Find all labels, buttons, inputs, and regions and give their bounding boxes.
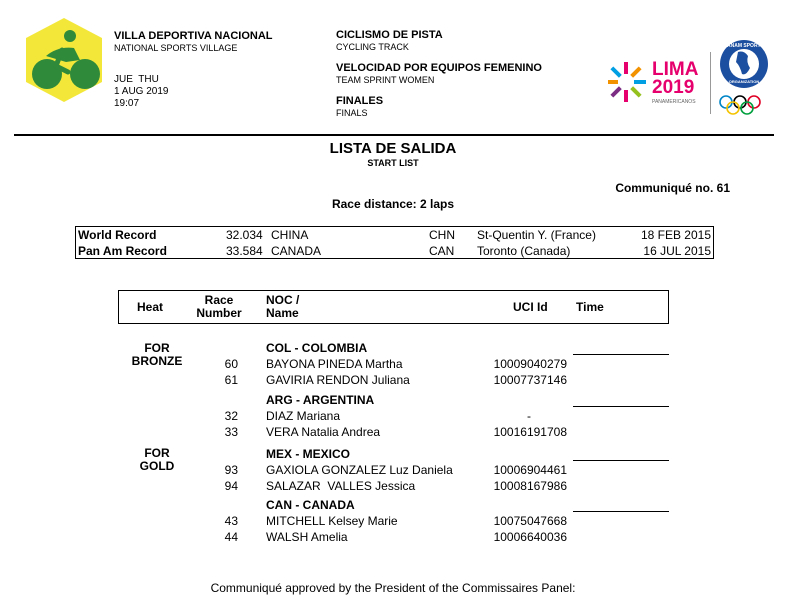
record-date: 18 FEB 2015 xyxy=(640,228,711,242)
rider-uci: 10007737146 xyxy=(493,373,567,387)
heat-label-line: GOLD xyxy=(139,459,175,473)
session-date: 1 AUG 2019 xyxy=(114,86,169,97)
rider-uci: 10006904461 xyxy=(493,463,567,477)
time-entry-line xyxy=(573,406,669,407)
time-entry-line xyxy=(573,354,669,355)
record-place: Toronto (Canada) xyxy=(477,244,571,258)
rider-name: MITCHELL Kelsey Marie xyxy=(266,514,398,528)
team-name: ARG - ARGENTINA xyxy=(266,393,375,407)
col-uci: UCI Id xyxy=(513,300,548,314)
rider-name: BAYONA PINEDA Martha xyxy=(266,357,403,371)
rider-uci: 10075047668 xyxy=(493,514,567,528)
record-place: St-Quentin Y. (France) xyxy=(477,228,596,242)
communique-number: Communiqué no. 61 xyxy=(615,181,730,195)
records-box xyxy=(75,226,714,259)
rider-number: 43 xyxy=(224,514,238,528)
record-date: 16 JUL 2015 xyxy=(643,244,711,258)
col-heat: Heat xyxy=(137,300,164,314)
team-name: MEX - MEXICO xyxy=(266,447,351,461)
panam-ring-text: PANAM SPORTS xyxy=(724,43,764,49)
time-entry-line xyxy=(573,460,669,461)
rider-name: SALAZAR VALLES Jessica xyxy=(266,479,416,493)
sport-name-es: CICLISMO DE PISTA xyxy=(336,29,443,41)
logo-divider xyxy=(710,52,711,114)
rider-uci: 10009040279 xyxy=(493,357,567,371)
rider-number: 60 xyxy=(224,357,238,371)
race-distance: Race distance: 2 laps xyxy=(331,197,455,211)
heat-label-gold xyxy=(122,447,192,473)
panam-sports-logo xyxy=(712,38,776,116)
approval-note: Communiqué approved by the President of the Commissaires Panel: xyxy=(210,581,576,595)
record-value: 32.034 xyxy=(226,228,263,242)
lima-word: LIMA xyxy=(652,59,699,80)
session-day: JUE THU xyxy=(114,74,159,85)
record-value: 33.584 xyxy=(226,244,263,258)
header-rule xyxy=(14,134,774,136)
rider-name: WALSH Amelia xyxy=(266,530,348,544)
session-time: 19:07 xyxy=(114,98,140,109)
record-row-world xyxy=(76,227,713,243)
record-row-panam xyxy=(76,243,713,259)
heat-label-line: FOR xyxy=(144,341,170,355)
col-time: Time xyxy=(576,300,604,314)
start-list-header xyxy=(118,290,669,324)
venue-name-en: NATIONAL SPORTS VILLAGE xyxy=(114,43,238,53)
title-es: LISTA DE SALIDA xyxy=(329,140,457,157)
cycling-pictogram-icon xyxy=(18,16,110,104)
rider-number: 44 xyxy=(224,530,238,544)
rider-number: 32 xyxy=(224,409,238,423)
event-block xyxy=(336,29,542,119)
record-label: Pan Am Record xyxy=(78,244,167,258)
rider-uci: - xyxy=(527,409,531,423)
record-nation: CANADA xyxy=(271,244,322,258)
record-nation: CHINA xyxy=(271,228,309,242)
col-race-number-1: Race xyxy=(204,293,234,307)
event-name-en: TEAM SPRINT WOMEN xyxy=(336,75,435,85)
event-name-es: VELOCIDAD POR EQUIPOS FEMENINO xyxy=(336,62,542,74)
lima-year: 2019 xyxy=(652,77,695,98)
heat-label-line: BRONZE xyxy=(131,354,183,368)
session-datetime xyxy=(114,74,168,110)
rider-number: 94 xyxy=(224,479,238,493)
team-name: COL - COLOMBIA xyxy=(266,341,368,355)
rider-name: DIAZ Mariana xyxy=(266,409,341,423)
col-noc-1: NOC / xyxy=(266,293,300,307)
venue-name-es: VILLA DEPORTIVA NACIONAL xyxy=(114,30,273,42)
heat-label-bronze xyxy=(122,342,192,368)
rider-number: 93 xyxy=(224,463,238,477)
lima-2019-logo xyxy=(608,56,708,112)
rider-number: 33 xyxy=(224,425,238,439)
phase-name-es: FINALES xyxy=(336,95,384,107)
heat-label-line: FOR xyxy=(144,446,170,460)
record-noc: CHN xyxy=(429,228,455,242)
rider-name: VERA Natalia Andrea xyxy=(266,425,381,439)
col-noc-2: Name xyxy=(266,306,299,320)
lima-sub: PANAMERICANOS xyxy=(652,99,696,105)
phase-name-en: FINALS xyxy=(336,108,368,118)
panam-ring-text-bottom: ORGANIZATION xyxy=(728,79,760,84)
col-race-number-2: Number xyxy=(196,306,242,320)
team-name: CAN - CANADA xyxy=(266,498,355,512)
rider-uci: 10016191708 xyxy=(493,425,567,439)
time-entry-line xyxy=(573,511,669,512)
panam-globe-icon xyxy=(712,38,776,116)
venue-block xyxy=(114,30,272,54)
rider-uci: 10008167986 xyxy=(493,479,567,493)
rider-name: GAXIOLA GONZALEZ Luz Daniela xyxy=(266,463,453,477)
record-noc: CAN xyxy=(429,244,455,258)
document-title xyxy=(0,140,786,168)
rider-name: GAVIRIA RENDON Juliana xyxy=(266,373,410,387)
title-en: START LIST xyxy=(367,158,419,168)
rider-uci: 10006640036 xyxy=(493,530,567,544)
sport-name-en: CYCLING TRACK xyxy=(336,42,409,52)
venue-logo xyxy=(18,16,110,104)
rider-number: 61 xyxy=(224,373,238,387)
record-label: World Record xyxy=(78,228,157,242)
